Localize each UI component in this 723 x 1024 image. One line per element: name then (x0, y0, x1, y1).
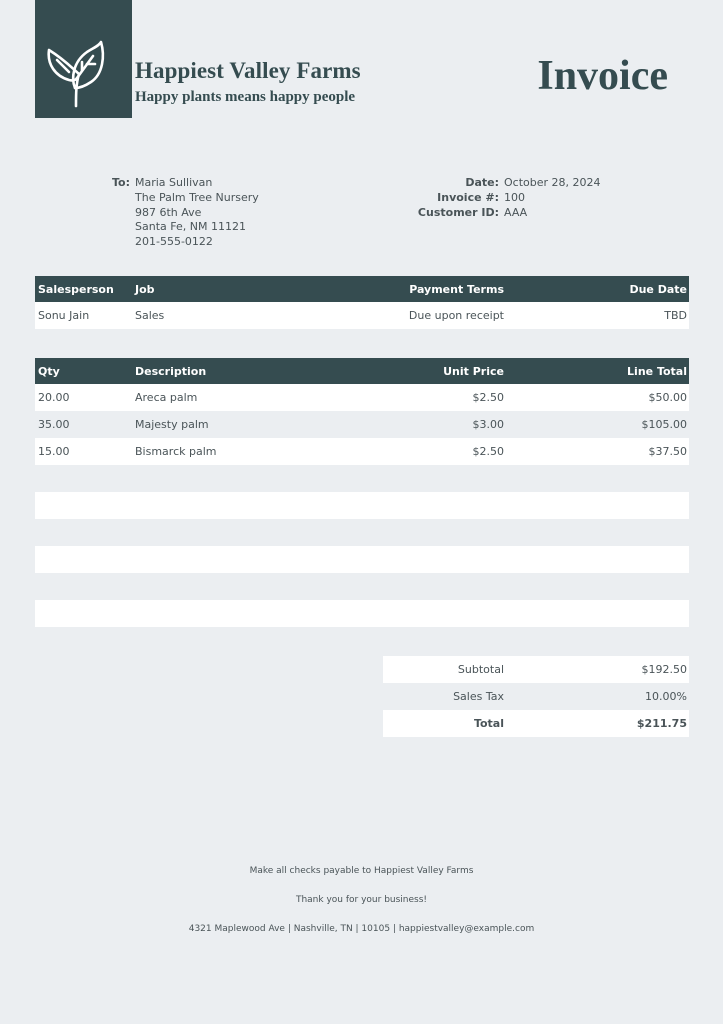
meta-value: 100 (504, 190, 525, 204)
cell: 20.00 (38, 391, 70, 404)
header-cell: Description (135, 364, 207, 378)
grand-total-row (383, 710, 689, 737)
total-label: Total (473, 717, 504, 730)
table-header (35, 276, 689, 302)
table-row (35, 302, 689, 329)
job-table (35, 276, 689, 329)
total-value: $211.75 (636, 717, 687, 730)
cell: $37.50 (648, 445, 687, 458)
company-logo (35, 0, 132, 118)
meta-invoice-number (400, 191, 601, 206)
meta-value: AAA (504, 205, 528, 219)
header-cell: Unit Price (443, 364, 504, 378)
cell: Majesty palm (135, 418, 209, 431)
total-value: 10.00% (645, 690, 687, 703)
table-row-empty (35, 573, 689, 600)
recipient-company: The Palm Tree Nursery (135, 190, 259, 204)
table-row-empty (35, 546, 689, 573)
meta-key: Date: (465, 176, 499, 189)
totals-block (383, 656, 689, 737)
cell: 15.00 (38, 445, 70, 458)
header-cell: Payment Terms (409, 282, 504, 296)
invoice-meta (400, 176, 601, 220)
cell: 35.00 (38, 418, 70, 431)
table-header (35, 358, 689, 384)
cell: $2.50 (472, 445, 504, 458)
table-row (35, 384, 689, 411)
table-row-empty (35, 600, 689, 627)
total-label: Sales Tax (453, 690, 504, 703)
recipient-phone: 201-555-0122 (135, 235, 213, 249)
cell: $2.50 (472, 391, 504, 404)
table-row-empty (35, 519, 689, 546)
header-cell: Qty (38, 364, 60, 378)
cell: Due upon receipt (408, 309, 504, 322)
total-value: $192.50 (641, 663, 687, 676)
footer-address: 4321 Maplewood Ave | Nashville, TN | 10105 | happiestvalley@example.com (188, 924, 535, 934)
footer-checks-note: Make all checks payable to Happiest Valley Farms (249, 866, 474, 876)
meta-customer-id (400, 206, 601, 221)
header-cell: Salesperson (38, 282, 114, 296)
cell: TBD (664, 309, 687, 322)
document-title: Invoice (537, 53, 668, 99)
table-row (35, 411, 689, 438)
table-row-empty (35, 492, 689, 519)
cell: Bismarck palm (135, 445, 217, 458)
company-tagline: Happy plants means happy people (135, 89, 356, 105)
bill-to-label: To: (112, 176, 130, 189)
meta-key: Invoice #: (437, 190, 499, 204)
meta-date (400, 176, 601, 191)
leaf-sprout-icon (47, 38, 111, 110)
table-row-empty (35, 465, 689, 492)
total-label: Subtotal (457, 663, 504, 676)
sales-tax-row (383, 683, 689, 710)
recipient-street: 987 6th Ave (135, 205, 202, 219)
footer-thanks: Thank you for your business! (295, 895, 428, 905)
subtotal-row (383, 656, 689, 683)
meta-value: October 28, 2024 (504, 176, 601, 189)
header-cell: Line Total (627, 364, 687, 378)
cell: $3.00 (472, 418, 504, 431)
cell: $50.00 (648, 391, 687, 404)
header-cell: Job (135, 282, 155, 296)
items-table (35, 358, 689, 627)
header-cell: Due Date (629, 282, 687, 296)
cell: Sonu Jain (38, 309, 90, 322)
meta-key: Customer ID: (417, 205, 499, 219)
cell: $105.00 (641, 418, 687, 431)
recipient-city: Santa Fe, NM 11121 (135, 220, 246, 234)
cell: Areca palm (135, 391, 198, 404)
cell: Sales (135, 309, 165, 322)
company-name: Happiest Valley Farms (135, 58, 361, 83)
table-row (35, 438, 689, 465)
recipient-name: Maria Sullivan (135, 176, 213, 189)
